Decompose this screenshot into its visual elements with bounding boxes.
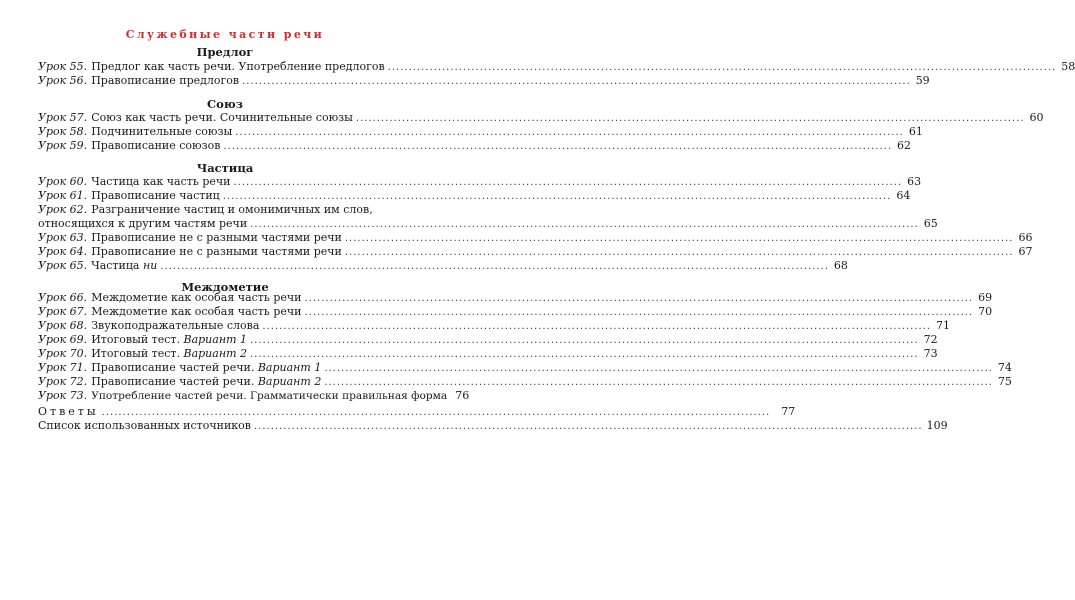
dot-leader xyxy=(242,75,911,89)
toc-entry[interactable] xyxy=(38,319,950,333)
lesson-number: Урок 69. xyxy=(38,333,88,346)
section-heading-chastitsa: Частица xyxy=(196,161,254,175)
dot-leader xyxy=(102,406,771,420)
lesson-title xyxy=(91,375,321,389)
section-heading-soyuz: Союз xyxy=(207,97,243,111)
lesson-title: Предлог как часть речи. Употребление предлогов xyxy=(91,60,385,73)
page-number: 74 xyxy=(997,361,1012,374)
page-number: 64 xyxy=(896,189,911,202)
lesson-number: Урок 56. xyxy=(38,74,88,87)
lesson-number: Урок 70. xyxy=(38,347,88,360)
page-number: 71 xyxy=(936,319,950,332)
page-number: 66 xyxy=(1018,231,1033,244)
toc-entry[interactable] xyxy=(38,347,938,361)
lesson-number: Урок 64. xyxy=(38,245,88,258)
page-number: 77 xyxy=(781,405,796,418)
dot-leader xyxy=(250,334,919,348)
lesson-number: Урок 55. xyxy=(38,60,88,73)
lesson-title-text: Частица xyxy=(91,259,140,272)
lesson-title: Употребление частей речи. Грамматически правильная форма xyxy=(91,390,448,402)
lesson-title: Частица как часть речи xyxy=(91,175,231,188)
page-number: 63 xyxy=(907,175,922,188)
dot-leader xyxy=(250,218,919,232)
lesson-title: Междометие как особая часть речи xyxy=(91,305,302,318)
toc-entry[interactable] xyxy=(38,60,1075,74)
toc-entry[interactable] xyxy=(38,305,993,319)
lesson-title: Союз как часть речи. Сочинительные союзы xyxy=(91,111,353,124)
toc-entry-sources[interactable] xyxy=(38,419,948,433)
dot-leader xyxy=(223,140,892,154)
toc-entry[interactable] xyxy=(38,203,411,217)
page-number: 109 xyxy=(926,419,948,432)
toc-entry-continuation[interactable] xyxy=(38,217,938,231)
dot-leader xyxy=(324,362,993,376)
toc-entry[interactable] xyxy=(38,139,912,153)
toc-entry[interactable] xyxy=(38,111,1044,125)
lesson-number: Урок 61. xyxy=(38,189,88,202)
toc-entry[interactable] xyxy=(38,245,1033,259)
dot-leader xyxy=(223,190,892,204)
part-title: Служебные части речи xyxy=(125,28,325,41)
dot-leader xyxy=(324,376,993,390)
lesson-title xyxy=(91,259,157,273)
dot-leader xyxy=(356,112,1025,126)
lesson-title-text: Итоговый тест. xyxy=(91,347,180,360)
lesson-title: Междометие как особая часть речи xyxy=(91,291,302,304)
dot-leader xyxy=(262,320,931,334)
lesson-title-text: Правописание частей речи. xyxy=(91,361,255,374)
lesson-title xyxy=(91,333,247,347)
lesson-number: Урок 60. xyxy=(38,175,88,188)
lesson-number: Урок 57. xyxy=(38,111,88,124)
toc-entry[interactable] xyxy=(38,231,1033,245)
lesson-title-text: Правописание частей речи. xyxy=(91,375,255,388)
lesson-number: Урок 68. xyxy=(38,319,88,332)
page-number: 62 xyxy=(897,139,912,152)
lesson-title-italic: ни xyxy=(142,259,158,272)
dot-leader xyxy=(305,306,974,320)
lesson-title-italic: Вариант 1 xyxy=(257,361,322,374)
lesson-title-italic: Вариант 2 xyxy=(257,375,322,388)
lesson-number: Урок 63. xyxy=(38,231,88,244)
toc-entry[interactable] xyxy=(38,125,923,139)
lesson-number: Урок 67. xyxy=(38,305,88,318)
lesson-title: Разграничение частиц и омонимичных им слов, xyxy=(91,203,373,216)
lesson-title: Правописание предлогов xyxy=(91,74,240,87)
page-number: 70 xyxy=(978,305,993,318)
page-number: 68 xyxy=(833,259,848,272)
page-number: 61 xyxy=(908,125,923,138)
page-number: 75 xyxy=(997,375,1012,388)
lesson-title xyxy=(91,361,321,375)
toc-entry[interactable] xyxy=(38,175,922,189)
toc-entry[interactable] xyxy=(38,189,911,203)
page-number: 69 xyxy=(978,291,993,304)
lesson-title: Правописание союзов xyxy=(91,139,221,152)
lesson-title: Правописание частиц xyxy=(91,189,220,202)
lesson-title-italic: Вариант 2 xyxy=(183,347,247,360)
page-number: 72 xyxy=(923,333,938,346)
lesson-number: Урок 73. xyxy=(38,389,88,402)
page-number: 67 xyxy=(1018,245,1033,258)
section-heading-predlog: Предлог xyxy=(196,45,254,59)
sources-title: Список использованных источников xyxy=(38,419,251,432)
lesson-title: Подчинительные союзы xyxy=(91,125,233,138)
toc-entry[interactable] xyxy=(38,361,1012,375)
lesson-number: Урок 72. xyxy=(38,375,88,388)
lesson-title-text: Итоговый тест. xyxy=(91,333,180,346)
toc-entry[interactable] xyxy=(38,333,938,347)
lesson-number: Урок 65. xyxy=(38,259,88,272)
dot-leader xyxy=(254,420,923,434)
dot-leader xyxy=(160,260,829,274)
toc-entry-answers[interactable] xyxy=(38,405,796,419)
lesson-title: Правописание не с разными частями речи xyxy=(91,245,342,258)
dot-leader xyxy=(235,126,904,140)
page-number: 60 xyxy=(1029,111,1044,124)
lesson-number: Урок 66. xyxy=(38,291,88,304)
toc-entry[interactable] xyxy=(38,389,470,403)
toc-entry[interactable] xyxy=(38,375,1012,389)
page-number: 65 xyxy=(923,217,938,230)
page-number: 76 xyxy=(455,389,470,402)
toc-entry[interactable] xyxy=(38,259,848,273)
lesson-number: Урок 71. xyxy=(38,361,88,374)
lesson-title xyxy=(91,347,247,361)
dot-leader xyxy=(388,61,1057,75)
page-number: 58 xyxy=(1061,60,1075,73)
lesson-title-italic: Вариант 1 xyxy=(183,333,247,346)
lesson-title: Правописание не с разными частями речи xyxy=(91,231,342,244)
dot-leader xyxy=(250,348,919,362)
page-number: 59 xyxy=(915,74,930,87)
lesson-number: Урок 59. xyxy=(38,139,88,152)
dot-leader xyxy=(345,232,1014,246)
lesson-number: Урок 62. xyxy=(38,203,88,216)
answers-title: Ответы xyxy=(38,405,99,418)
dot-leader xyxy=(305,292,974,306)
lesson-title-continuation: относящихся к другим частям речи xyxy=(38,217,248,230)
section-heading-mezhdometie: Междометие xyxy=(181,280,269,294)
toc-entry[interactable] xyxy=(38,291,993,305)
lesson-title: Звукоподражательные слова xyxy=(91,319,260,332)
page-number: 73 xyxy=(923,347,938,360)
lesson-number: Урок 58. xyxy=(38,125,88,138)
dot-leader xyxy=(233,176,902,190)
toc-entry[interactable] xyxy=(38,74,930,88)
dot-leader xyxy=(345,246,1014,260)
